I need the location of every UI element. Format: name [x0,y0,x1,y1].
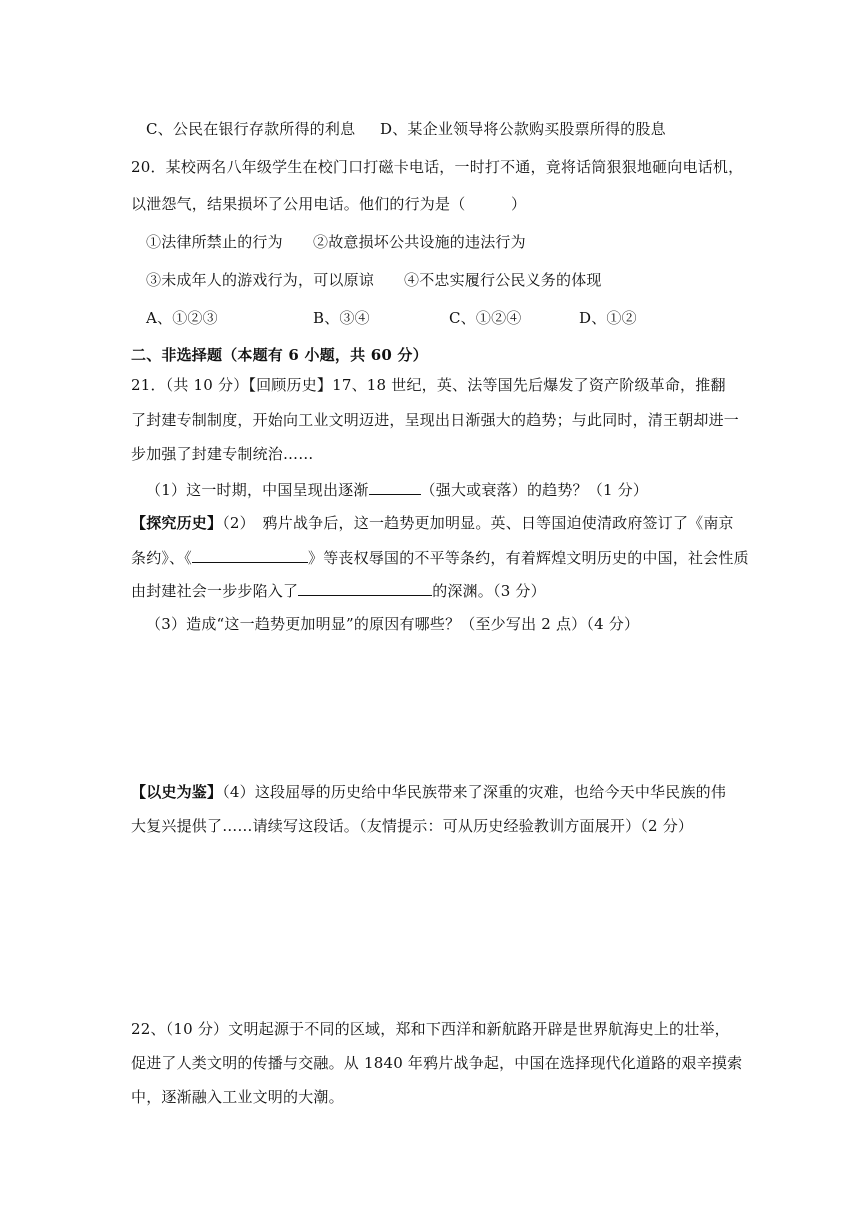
q20-item-3: ③未成年人的游戏行为，可以原谅 [146,271,375,289]
q21-part2-text3-after: 的深渊。（3 分） [432,582,546,600]
q20-item-1: ①法律所禁止的行为 [146,233,283,251]
q21-part3: （3）造成“这一趋势更加明显”的原因有哪些？（至少写出 2 点）（4 分） [146,615,640,633]
q21-part4-text1: （4）这段屈辱的历史给中华民族带来了深重的灾难，也给今天中华民族的伟 [222,783,727,801]
q21-part4-line2: 大复兴提供了……请续写这段话。（友情提示：可从历史经验教训方面展开）（2 分） [131,817,694,835]
answer-blank-1[interactable] [369,479,421,495]
q21-part2-line3 [131,580,546,601]
answer-blank-3[interactable] [298,580,432,596]
q21-part1 [146,479,648,500]
q20-stem-line1: 20．某校两名八年级学生在校门口打磁卡电话，一时打不通，竟将话筒狠狠地砸向电话机， [131,158,744,176]
q21-part2-text1: （2） 鸦片战争后，这一趋势更加明显。英、日等国迫使清政府签订了《南京 [222,514,734,532]
q21-part2-text2-before: 条约》、《 [131,549,193,567]
q20-option-b: B、③④ [313,309,370,327]
q21-part2-line1 [131,513,734,533]
section-tag-lesson: 【以史为鉴】 [131,783,223,801]
q22-stem-line1: 22、（10 分）文明起源于不同的区域，郑和下西洋和新航路开辟是世界航海史上的壮举， [131,1020,730,1038]
q21-part2-text2-after: 》等丧权辱国的不平等条约，有着辉煌文明历史的中国，社会性质 [308,549,749,567]
q21-stem-line3: 步加强了封建专制统治…… [131,445,314,463]
q21-part1-text-after: （强大或衰落）的趋势？（1 分） [420,481,649,499]
q21-part1-text-before: （1）这一时期，中国呈现出逐渐 [146,481,369,499]
q22-stem-line2: 促进了人类文明的传播与交融。从 1840 年鸦片战争起，中国在选择现代化道路的艰辛摸索 [131,1054,743,1072]
q20-stem-line2: 以泄怨气，结果损坏了公用电话。他们的行为是（ ） [131,195,527,213]
q21-part2-line2 [131,547,749,568]
q20-item-4: ④不忠实履行公民义务的体现 [404,271,602,289]
answer-blank-2[interactable] [192,547,308,563]
q19-option-c: C、公民在银行存款所得的利息 [146,120,356,138]
q21-stem-line2: 了封建专制制度，开始向工业文明迈进，呈现出日渐强大的趋势；与此同时，清王朝却进一 [131,411,740,429]
q21-part4-line1 [131,782,726,802]
q21-part2-text3-before: 由封建社会一步步陷入了 [131,582,299,600]
q20-option-a: A、①②③ [146,309,218,327]
section-heading: 二、非选择题（本题有 6 小题，共 60 分） [131,346,428,364]
q22-stem-line3: 中，逐渐融入工业文明的大潮。 [131,1088,344,1106]
q20-option-c: C、①②④ [449,309,522,327]
q20-item-2: ②故意损坏公共设施的违法行为 [313,233,526,251]
q19-option-d: D、某企业领导将公款购买股票所得的股息 [380,120,666,138]
q21-stem-line1: 21．（共 10 分）【回顾历史】17、18 世纪，英、法等国先后爆发了资产阶级革命，推翻 [131,376,726,394]
section-tag-explore: 【探究历史】 [131,514,223,532]
q20-option-d: D、①② [579,309,637,327]
